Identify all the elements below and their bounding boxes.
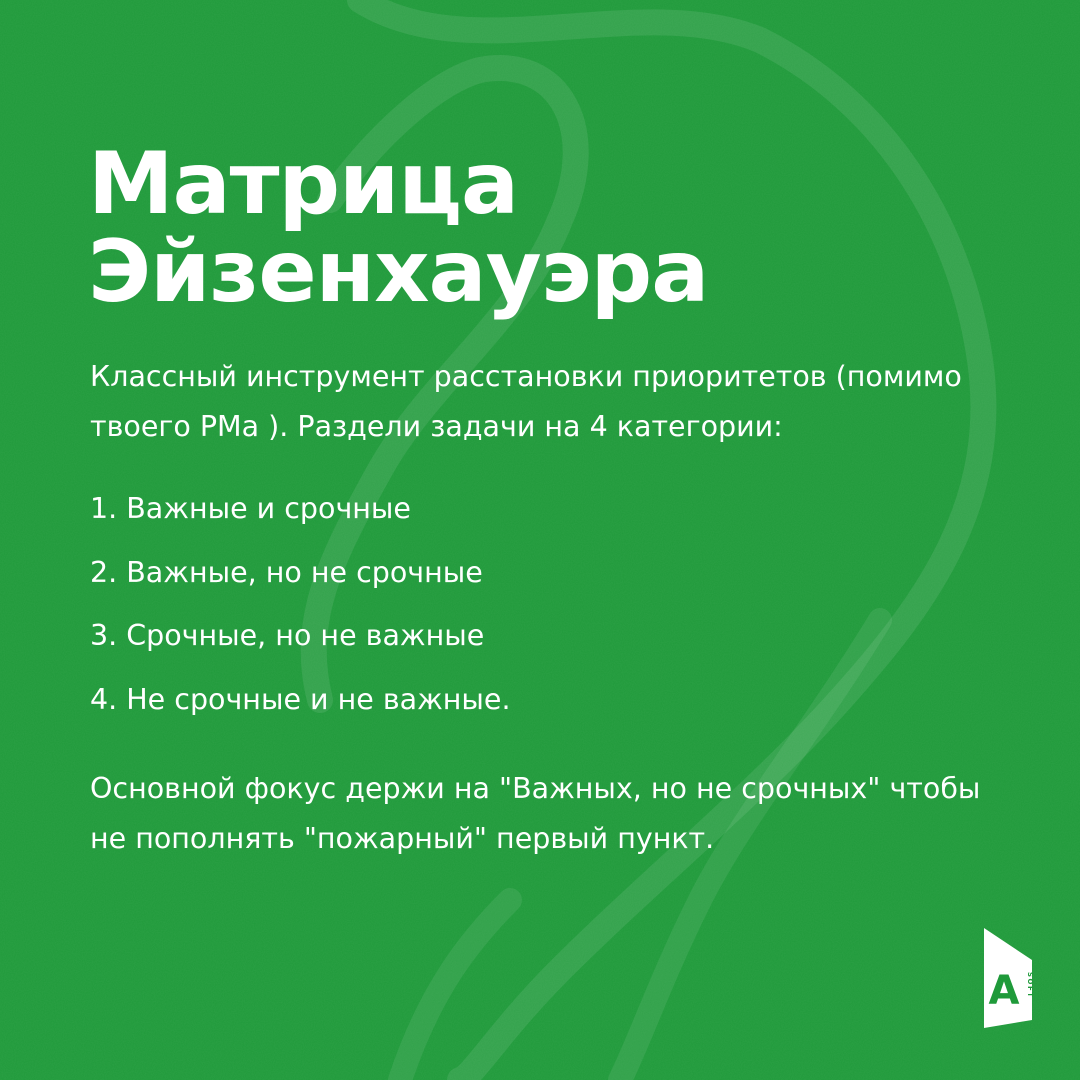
list-item: 1. Важные и срочные	[90, 492, 411, 525]
outro-paragraph	[90, 764, 1030, 864]
post-title	[88, 134, 709, 322]
title-line-1: Матрица	[88, 134, 519, 234]
logo-text: SOFT	[1026, 972, 1034, 999]
list-item: 2. Важные, но не срочные	[90, 555, 483, 589]
title-line-2: Эйзенхауэра	[88, 222, 709, 322]
brand-logo	[978, 924, 1038, 1032]
logo-letter: A	[988, 968, 1020, 1014]
category-list	[90, 484, 511, 739]
intro-paragraph	[90, 352, 1030, 452]
intro-line-1: Классный инструмент расстановки приоритетов (помимо	[90, 360, 962, 393]
list-item: 3. Срочные, но не важные	[90, 619, 485, 653]
list-item: 4. Не срочные и не важные.	[90, 683, 511, 717]
outro-line-2: не пополнять "пожарный" первый пункт.	[90, 822, 715, 855]
outro-line-1: Основной фокус держи на "Важных, но не срочных" чтобы	[90, 772, 981, 805]
intro-line-2: твоего PMа ). Раздели задачи на 4 категории:	[90, 410, 783, 443]
